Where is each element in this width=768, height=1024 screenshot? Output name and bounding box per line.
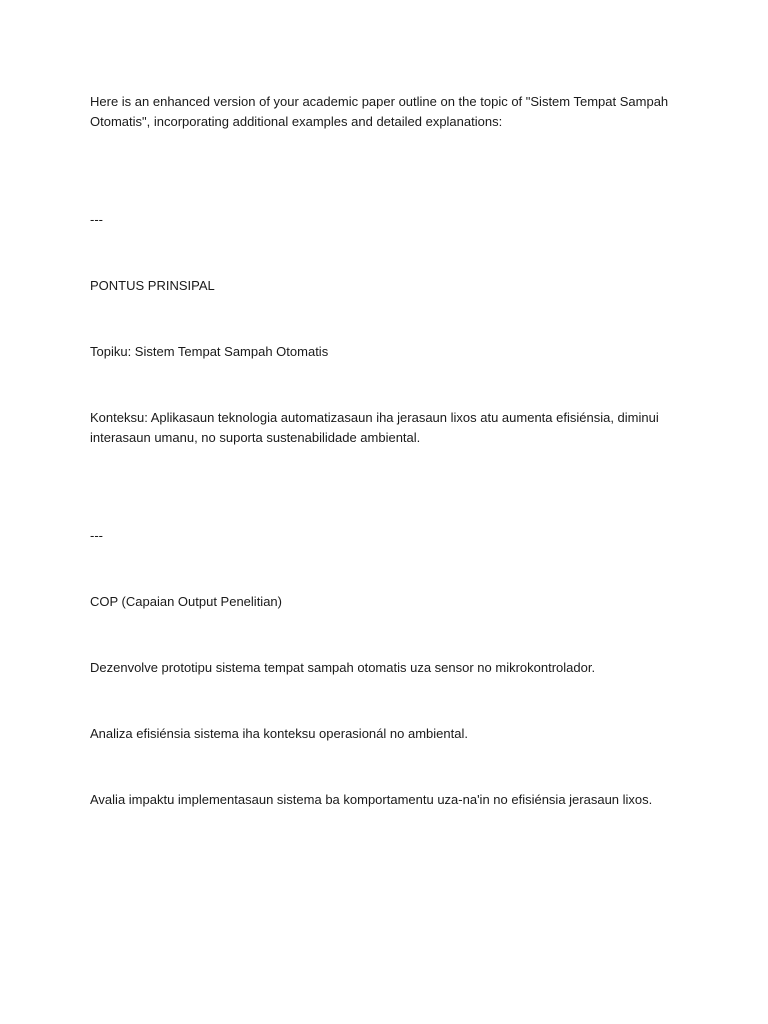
cop-item: Dezenvolve prototipu sistema tempat sampah otomatis uza sensor no mikrokontrolador.: [90, 660, 596, 675]
section-heading-cop: COP (Capaian Output Penelitian): [90, 594, 282, 609]
separator-line: ---: [90, 212, 103, 227]
intro-paragraph: Here is an enhanced version of your academic paper outline on the topic of "Sistem Tempat Sampah Otomatis", incorporating additional examples and detailed explanations:: [90, 94, 669, 129]
cop-item: Analiza efisiénsia sistema iha konteksu operasionál no ambiental.: [90, 726, 468, 741]
cop-item: Avalia impaktu implementasaun sistema ba komportamentu uza-na'in no efisiénsia jerasaun lixos.: [90, 792, 653, 807]
context-paragraph: Konteksu: Aplikasaun teknologia automatizasaun iha jerasaun lixos atu aumenta efisiénsia, diminui interasaun umanu, no suporta sustenabilidade ambiental.: [90, 410, 659, 445]
topic-line: Topiku: Sistem Tempat Sampah Otomatis: [90, 344, 329, 359]
separator-line: ---: [90, 528, 103, 543]
section-heading-pontus: PONTUS PRINSIPAL: [90, 278, 215, 293]
